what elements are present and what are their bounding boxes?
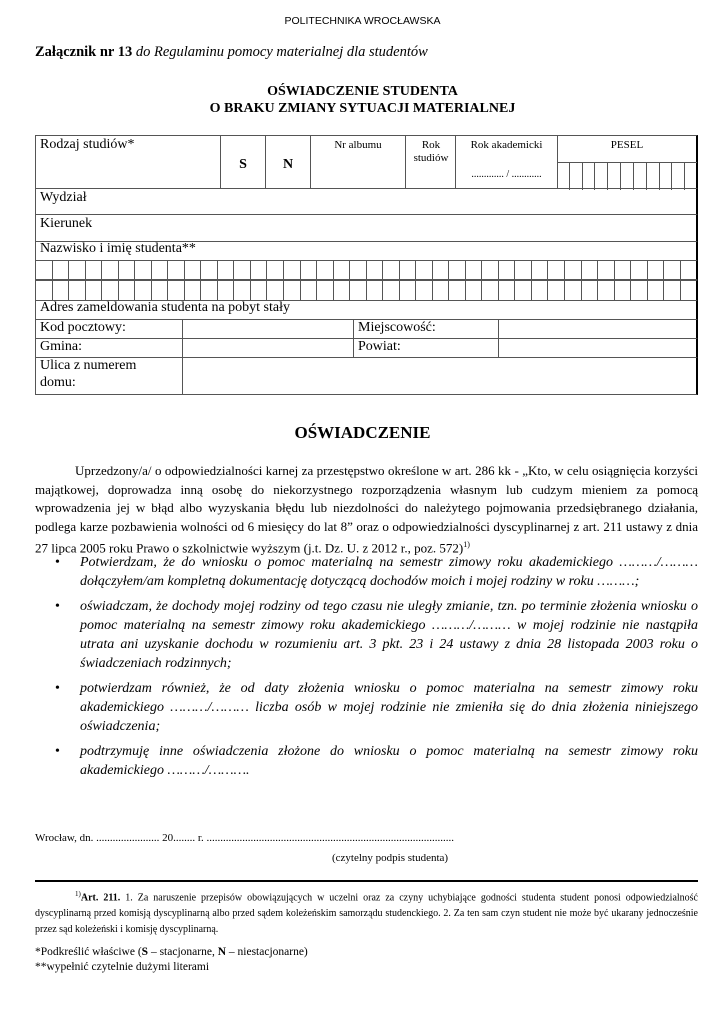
postal-code-label: Kod pocztowy: <box>40 320 126 335</box>
footnote-article: Art. 211. <box>80 892 121 904</box>
bullet-icon: • <box>55 599 60 614</box>
major-field[interactable] <box>35 214 698 242</box>
address-label: Adres zameldowania studenta na pobyt stały <box>40 300 290 315</box>
pesel-digit-cell[interactable] <box>672 163 685 190</box>
note-capital-letters: **wypełnić czytelnie dużymi literami <box>35 961 210 973</box>
academic-year-field[interactable] <box>455 135 558 189</box>
statement-text: Uprzedzony/a/ o odpowiedzialności karnej za przestępstwo określone w art. 286 kk - „Kto, w celu osiągnięcia korzyści majątkowej, doprowadza inną osobę do niekorzystnego rozporządzenia własnym lub cudzym mieniem za pomocą wprowadzenia jej w błąd albo wyzyskania błędu lub niezdolności do należytego pojmowania przedsiębranego działania, podlega karze pozbawienia wolności od 6 miesięcy do lat 8” oraz o odpowiedzialności dyscyplinarnej z art. 211 ustawy z dnia 27 lipca 2005 roku Prawo o szkolnictwie wyższym (j.t. Dz. U. z 2012 r., poz. 572) <box>35 463 698 556</box>
option-n-box[interactable] <box>265 135 311 189</box>
postal-code-input[interactable] <box>182 319 354 339</box>
declaration-list <box>55 553 698 786</box>
statement-heading: OŚWIADCZENIE <box>294 423 431 442</box>
pesel-digit-cell[interactable] <box>685 163 697 190</box>
declaration-item <box>55 597 698 673</box>
pesel-digit-cell[interactable] <box>621 163 634 190</box>
footnote-ref: 1) <box>463 540 470 549</box>
faculty-label: Wydział <box>40 190 87 205</box>
name-label: Nazwisko i imię studenta** <box>40 241 196 256</box>
county-input[interactable] <box>498 338 698 358</box>
note-study-type: *Podkreślić właściwe (S – stacjonarne, N – niestacjonarne) <box>35 946 308 958</box>
pesel-digit-cell[interactable] <box>608 163 621 190</box>
declaration-text: Potwierdzam, że do wniosku o pomoc materialną na semestr zimowy roku akademickiego ………/……… dołączyłem/am kompletną dokumentację dotyczącą dochodów moich i mojej rodziny w roku ………; <box>80 555 698 589</box>
county-label: Powiat: <box>358 339 401 354</box>
study-type-label: Rodzaj studiów* <box>40 137 135 152</box>
pesel-label: PESEL <box>610 139 644 151</box>
signature-caption: (czytelny podpis studenta) <box>332 852 449 864</box>
signature-line[interactable]: Wrocław, dn. ....................... 20........ r. .......................................................................................... <box>35 832 454 844</box>
city-label-cell <box>353 319 499 339</box>
pesel-digit-cell[interactable] <box>557 163 570 190</box>
pesel-digit-cell[interactable] <box>634 163 647 190</box>
street-label-line2: domu: <box>40 375 76 390</box>
study-year-label: Rok studiów <box>413 139 449 164</box>
city-input[interactable] <box>498 319 698 339</box>
faculty-field[interactable] <box>35 188 698 215</box>
student-form <box>0 0 725 400</box>
study-year-field[interactable] <box>405 135 456 189</box>
footnote-marker: 1) <box>75 890 81 898</box>
pesel-digit-cell[interactable] <box>595 163 608 190</box>
academic-year-label: Rok akademicki <box>470 139 543 151</box>
city-label: Miejscowość: <box>358 320 436 335</box>
postal-code-label-cell <box>35 319 183 339</box>
declaration-text: potwierdzam również, że od daty złożenia wniosku o pomoc materialna na semestr zimowy roku akademickiego ………/……… liczba osób w mojej rodzinie nie zmieniła się do dnia złożenia niniejszego oświadczenia; <box>80 681 698 734</box>
bullet-icon: • <box>55 744 60 759</box>
university-name: POLITECHNIKA WROCŁAWSKA <box>284 15 441 27</box>
option-s-label: S <box>239 157 247 172</box>
address-header <box>35 300 698 320</box>
county-label-cell <box>353 338 499 358</box>
pesel-digit-cell[interactable] <box>583 163 596 190</box>
street-label-cell <box>35 357 183 395</box>
declaration-text: oświadczam, że dochody mojej rodziny od tego czasu nie uległy zmianie, tzn. po terminie złożenia wniosku o pomoc materialną na semestr zimowy roku akademickiego ………/……… w mojej rodzinie nie nastąpiła utrata ani uzyskanie dochodu w rozumieniu art. 3 pkt. 23 i 24 ustawy z dnia 28 listopada 2003 roku o świadczeniach rodzinnych; <box>80 599 698 671</box>
footnote <box>35 886 698 938</box>
commune-label: Gmina: <box>40 339 82 354</box>
pesel-digit-cell[interactable] <box>660 163 673 190</box>
document-title-line1: OŚWIADCZENIE STUDENTA <box>267 84 458 99</box>
commune-input[interactable] <box>182 338 354 358</box>
footnote-text: 1. Za naruszenie przepisów obowiązujących w uczelni oraz za czyny uchybiające godności studenta student ponosi odpowiedzialność dyscyplinarną przed komisją dyscyplinarną albo przed sądem koleżeńskim samorządu studenckiego. 2. Za ten sam czyn student nie może być ukarany jednocześnie przez sąd koleżeński i komisję dyscyplinarną. <box>35 892 698 936</box>
pesel-field <box>557 135 698 189</box>
street-label-line1: Ulica z numerem <box>40 358 137 373</box>
major-label: Kierunek <box>40 216 93 231</box>
name-header <box>35 241 698 261</box>
declaration-item <box>55 553 698 591</box>
form-notes <box>35 945 308 975</box>
option-s-box[interactable] <box>220 135 266 189</box>
academic-year-placeholder: ............. / ............ <box>471 169 542 180</box>
option-n-label: N <box>282 157 294 172</box>
footnote-divider <box>35 880 698 882</box>
pesel-digit-cell[interactable] <box>647 163 660 190</box>
document-title-line2: O BRAKU ZMIANY SYTUACJI MATERIALNEJ <box>209 101 516 116</box>
pesel-digit-cell[interactable] <box>570 163 583 190</box>
annex-number: Załącznik nr 13 <box>35 44 133 60</box>
declaration-item <box>55 742 698 780</box>
bullet-icon: • <box>55 681 60 696</box>
album-number-label: Nr albumu <box>334 139 382 151</box>
name-grid-row-1[interactable] <box>35 260 698 280</box>
statement-paragraph <box>35 462 698 558</box>
declaration-item <box>55 679 698 736</box>
study-type-cell <box>35 135 221 189</box>
pesel-digit-grid[interactable] <box>557 162 697 190</box>
album-number-field[interactable] <box>310 135 406 189</box>
commune-label-cell <box>35 338 183 358</box>
annex-regulation: do Regulaminu pomocy materialnej dla studentów <box>135 44 428 60</box>
declaration-text: podtrzymuję inne oświadczenia złożone do wniosku o pomoc materialną na semestr zimowy roku akademickiego ………/………. <box>80 744 698 778</box>
name-grid-row-2[interactable] <box>35 280 698 301</box>
street-input[interactable] <box>182 357 698 395</box>
bullet-icon: • <box>55 555 60 570</box>
